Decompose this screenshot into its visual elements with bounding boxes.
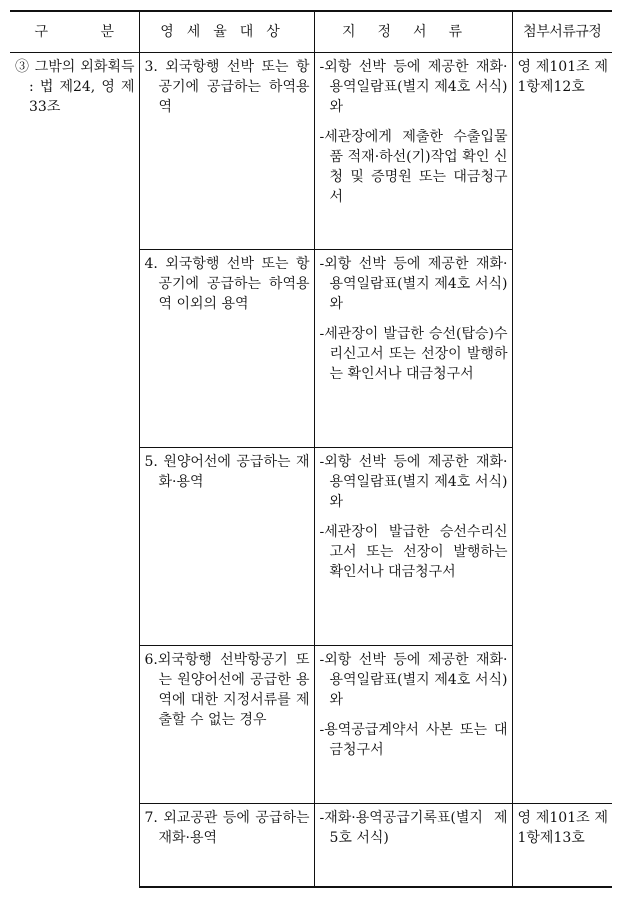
table-row bbox=[10, 53, 612, 250]
documents-cell: -외항 선박 등에 제공한 재화·용역일람표(별지 제4호 서식)와 -세관장에게 제출한 수출입물품 적재·하선(기)작업 확인 신청 및 증명원 또는 대금청구서 bbox=[314, 53, 512, 250]
documents-cell: -외항 선박 등에 제공한 재화·용역일람표(별지 제4호 서식)와 -세관장이 발급한 승선(탑승)수리신고서 또는 선장이 발행하는 확인서나 대금청구서 bbox=[314, 250, 512, 448]
target-cell: 3. 외국항행 선박 또는 항공기에 공급하는 하역용역 bbox=[139, 53, 314, 250]
header-regulation: 첨부서류규정 bbox=[512, 11, 612, 53]
target-cell: 4. 외국항행 선박 또는 항공기에 공급하는 하역용역 이외의 용역 bbox=[139, 250, 314, 448]
documents-cell: -외항 선박 등에 제공한 재화·용역일람표(별지 제4호 서식)와 -용역공급계약서 사본 또는 대금청구서 bbox=[314, 646, 512, 804]
target-cell: 7. 외교공관 등에 공급하는 재화·용역 bbox=[139, 804, 314, 887]
target-cell: 5. 원양어선에 공급하는 재화·용역 bbox=[139, 448, 314, 646]
header-documents: 지정서류 bbox=[314, 11, 512, 53]
documents-cell: -외항 선박 등에 제공한 재화·용역일람표(별지 제4호 서식)와 -세관장이 발급한 승선수리신고서 또는 선장이 발행하는 확인서나 대금청구서 bbox=[314, 448, 512, 646]
category-cell: ③ 그밖의 외화획득 : 법 제24, 영 제33조 bbox=[15, 59, 135, 115]
regulation-cell: 영 제101조 제1항제13호 bbox=[512, 804, 612, 887]
header-row bbox=[10, 11, 612, 53]
documents-cell: -재화·용역공급기록표(별지 제5호 서식) bbox=[314, 804, 512, 887]
target-cell: 6.외국항행 선박항공기 또는 원양어선에 공급한 용역에 대한 지정서류를 제출할 수 없는 경우 bbox=[139, 646, 314, 804]
designated-documents-table bbox=[10, 10, 612, 888]
regulation-cell: 영 제101조 제1항제12호 bbox=[512, 53, 612, 804]
header-target: 영세율대상 bbox=[139, 11, 314, 53]
header-category: 구 분 bbox=[10, 11, 139, 53]
